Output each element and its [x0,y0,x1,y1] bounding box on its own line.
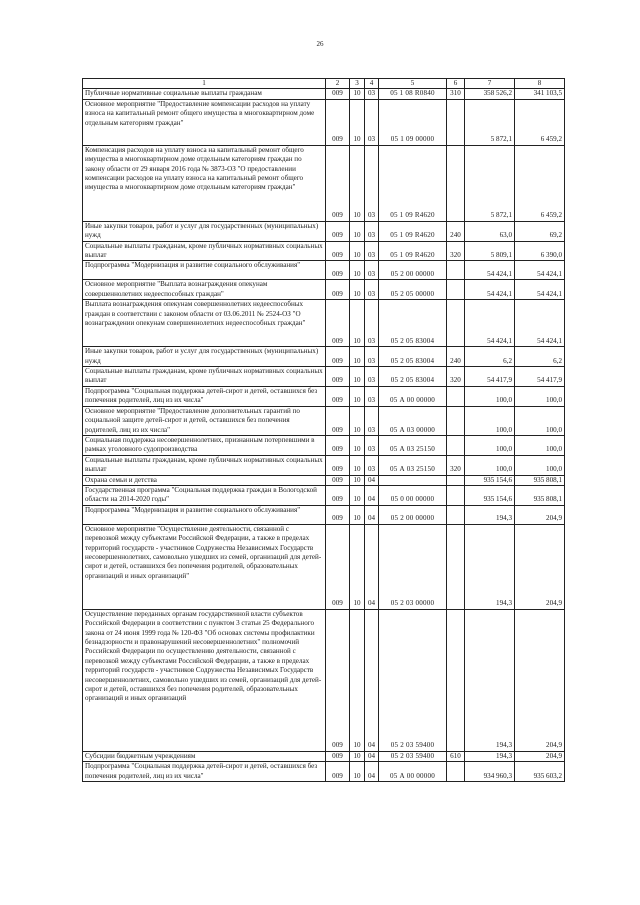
subsection-cell: 04 [365,485,379,505]
subsection-cell: 03 [365,145,379,221]
subsection-cell: 04 [365,505,379,524]
admin-code-cell: 009 [326,406,350,435]
amount-year1-cell: 100,0 [465,455,515,475]
admin-code-cell: 009 [326,99,350,145]
table-row [83,762,565,782]
amount-year2-cell: 100,0 [515,455,565,475]
amount-year1-cell: 935 154,6 [465,485,515,505]
amount-year1-cell: 934 960,3 [465,762,515,782]
expense-type-cell: 310 [447,89,465,99]
amount-year2-cell: 100,0 [515,386,565,406]
amount-year2-cell: 6 390,0 [515,241,565,261]
admin-code-cell: 009 [326,300,350,347]
amount-year2-cell: 935 808,1 [515,475,565,485]
admin-code-cell: 009 [326,609,350,751]
header-cell: 7 [465,79,515,89]
section-cell: 10 [350,367,365,387]
subsection-cell: 03 [365,221,379,241]
target-article-cell: 05 1 09 R4620 [379,221,447,241]
admin-code-cell: 009 [326,485,350,505]
expense-type-cell [447,485,465,505]
amount-year2-cell: 935 603,2 [515,762,565,782]
admin-code-cell: 009 [326,505,350,524]
expense-type-cell [447,435,465,455]
table-row [83,475,565,485]
expense-type-cell [447,99,465,145]
amount-year2-cell: 204,9 [515,505,565,524]
section-cell: 10 [350,99,365,145]
header-cell: 6 [447,79,465,89]
amount-year2-cell: 6 459,2 [515,99,565,145]
target-article-cell: 05 2 03 00000 [379,524,447,609]
amount-year2-cell: 341 103,5 [515,89,565,99]
expense-type-cell: 240 [447,347,465,367]
expense-type-cell [447,280,465,300]
table-row [83,505,565,524]
section-cell: 10 [350,762,365,782]
admin-code-cell: 009 [326,524,350,609]
table-row [83,99,565,145]
target-article-cell: 05 А 03 25150 [379,455,447,475]
subsection-cell: 04 [365,751,379,761]
section-cell: 10 [350,485,365,505]
row-name-cell: Иные закупки товаров, работ и услуг для государственных (муниципальных) нужд [83,347,326,367]
amount-year1-cell: 5 809,1 [465,241,515,261]
expense-type-cell [447,261,465,280]
subsection-cell: 03 [365,435,379,455]
row-name-cell: Государственная программа "Социальная поддержка граждан в Вологодской области на 2014-2020 годы" [83,485,326,505]
admin-code-cell: 009 [326,435,350,455]
target-article-cell: 05 2 05 83004 [379,347,447,367]
amount-year2-cell: 100,0 [515,435,565,455]
amount-year2-cell: 6,2 [515,347,565,367]
target-article-cell: 05 2 00 00000 [379,505,447,524]
target-article-cell: 05 2 00 00000 [379,261,447,280]
section-cell: 10 [350,435,365,455]
section-cell: 10 [350,609,365,751]
table-row [83,241,565,261]
subsection-cell: 03 [365,280,379,300]
subsection-cell: 04 [365,762,379,782]
amount-year2-cell: 54 417,9 [515,367,565,387]
expense-type-cell: 320 [447,455,465,475]
subsection-cell: 04 [365,524,379,609]
row-name-cell: Социальные выплаты гражданам, кроме публичных нормативных социальных выплат [83,367,326,387]
amount-year1-cell: 194,3 [465,609,515,751]
amount-year1-cell: 194,3 [465,751,515,761]
row-name-cell: Социальные выплаты гражданам, кроме публичных нормативных социальных выплат [83,241,326,261]
expense-type-cell: 320 [447,367,465,387]
admin-code-cell: 009 [326,261,350,280]
row-name-cell: Основное мероприятие "Осуществление деятельности, связанной с перевозкой между субъектами Российской Федерации, а также в пределах территорий государств - участников Содружества Независимых Государств несовершеннолетних, самовольно ушедших из семей, организаций для детей-сирот и детей, оставшихся без попечения родителей, образовательных организаций и иных организаций" [83,524,326,609]
section-cell: 10 [350,406,365,435]
admin-code-cell: 009 [326,367,350,387]
target-article-cell: 05 А 00 00000 [379,386,447,406]
target-article-cell [379,475,447,485]
admin-code-cell: 009 [326,280,350,300]
amount-year1-cell: 100,0 [465,435,515,455]
table-row [83,524,565,609]
row-name-cell: Осуществление переданных органам государственной власти субъектов Российской Федерации в соответствии с пунктом 3 статьи 25 Федерального закона от 24 июня 1999 года № 120-ФЗ "Об основах системы профилактики безнадзорности и правонарушений несовершеннолетних" полномочий Российской Федерации по осуществлению деятельности, связанной с перевозкой между субъектами Российской Федерации, а также в пределах территорий государств - участников Содружества Независимых Государств несовершеннолетних, самовольно ушедших из семей, организаций для детей-сирот и детей, оставшихся без попечения родителей, образовательных организаций и иных организаций [83,609,326,751]
target-article-cell: 05 1 09 R4620 [379,241,447,261]
row-name-cell: Основное мероприятие "Предоставление дополнительных гарантий по социальной защите детей-сирот и детей, оставшихся без попечения родителей, лиц из их числа" [83,406,326,435]
target-article-cell: 05 1 09 00000 [379,99,447,145]
header-cell: 1 [83,79,326,89]
table-row [83,280,565,300]
section-cell: 10 [350,475,365,485]
amount-year1-cell: 5 872,1 [465,99,515,145]
amount-year1-cell: 63,0 [465,221,515,241]
admin-code-cell: 009 [326,241,350,261]
table-row [83,145,565,221]
amount-year2-cell: 935 808,1 [515,485,565,505]
table-row [83,455,565,475]
section-cell: 10 [350,241,365,261]
subsection-cell: 03 [365,347,379,367]
expense-type-cell [447,406,465,435]
table-row [83,751,565,761]
amount-year1-cell: 935 154,6 [465,475,515,485]
amount-year2-cell: 54 424,1 [515,261,565,280]
table-row [83,89,565,99]
section-cell: 10 [350,261,365,280]
subsection-cell: 03 [365,241,379,261]
section-cell: 10 [350,89,365,99]
section-cell: 10 [350,751,365,761]
expense-type-cell: 240 [447,221,465,241]
admin-code-cell: 009 [326,455,350,475]
admin-code-cell: 009 [326,145,350,221]
page-number: 26 [316,40,324,48]
amount-year2-cell: 204,9 [515,751,565,761]
subsection-cell: 04 [365,475,379,485]
row-name-cell: Субсидии бюджетным учреждениям [83,751,326,761]
subsection-cell: 03 [365,406,379,435]
expense-type-cell [447,609,465,751]
table-row [83,406,565,435]
row-name-cell: Компенсация расходов на уплату взноса на капитальный ремонт общего имущества в многоквартирном доме отдельным категориям граждан по закону области от 29 января 2016 года № 3873-ОЗ "О предоставлении компенсации расходов на уплату взноса на капитальный ремонт общего имущества в многоквартирном доме отдельным категориям граждан" [83,145,326,221]
target-article-cell: 05 А 00 00000 [379,762,447,782]
subsection-cell: 03 [365,367,379,387]
header-cell: 2 [326,79,350,89]
amount-year1-cell: 54 424,1 [465,300,515,347]
target-article-cell: 05 2 05 00000 [379,280,447,300]
expense-type-cell [447,475,465,485]
section-cell: 10 [350,280,365,300]
subsection-cell: 03 [365,99,379,145]
amount-year1-cell: 54 424,1 [465,280,515,300]
header-cell: 8 [515,79,565,89]
header-row [83,79,565,89]
amount-year2-cell: 54 424,1 [515,280,565,300]
target-article-cell: 05 2 05 83004 [379,367,447,387]
subsection-cell: 03 [365,300,379,347]
target-article-cell: 05 А 03 25150 [379,435,447,455]
expense-type-cell [447,386,465,406]
header-cell: 4 [365,79,379,89]
row-name-cell: Иные закупки товаров, работ и услуг для государственных (муниципальных) нужд [83,221,326,241]
header-cell: 5 [379,79,447,89]
section-cell: 10 [350,455,365,475]
row-name-cell: Основное мероприятие "Предоставление компенсации расходов на уплату взноса на капитальный ремонт общего имущества в многоквартирном доме отдельным категориям граждан" [83,99,326,145]
admin-code-cell: 009 [326,751,350,761]
table-row [83,367,565,387]
admin-code-cell: 009 [326,386,350,406]
section-cell: 10 [350,221,365,241]
section-cell: 10 [350,505,365,524]
amount-year1-cell: 6,2 [465,347,515,367]
admin-code-cell: 009 [326,221,350,241]
amount-year1-cell: 54 424,1 [465,261,515,280]
target-article-cell: 05 2 05 83004 [379,300,447,347]
expense-type-cell: 320 [447,241,465,261]
section-cell: 10 [350,386,365,406]
expense-type-cell [447,524,465,609]
amount-year1-cell: 54 417,9 [465,367,515,387]
expense-type-cell: 610 [447,751,465,761]
expense-type-cell [447,145,465,221]
amount-year2-cell: 69,2 [515,221,565,241]
row-name-cell: Подпрограмма "Социальная поддержка детей-сирот и детей, оставшихся без попечения родителей, лиц из их числа" [83,386,326,406]
amount-year1-cell: 100,0 [465,386,515,406]
table-row [83,300,565,347]
target-article-cell: 05 А 03 00000 [379,406,447,435]
admin-code-cell: 009 [326,347,350,367]
amount-year2-cell: 204,9 [515,524,565,609]
amount-year2-cell: 204,9 [515,609,565,751]
target-article-cell: 05 1 09 R4620 [379,145,447,221]
admin-code-cell: 009 [326,89,350,99]
amount-year1-cell: 100,0 [465,406,515,435]
target-article-cell: 05 1 08 R0840 [379,89,447,99]
table-row [83,221,565,241]
row-name-cell: Социальная поддержка несовершеннолетних, признанным потерпевшими в рамках уголовного судопроизводства [83,435,326,455]
expense-type-cell [447,300,465,347]
table-row [83,485,565,505]
table-row [83,435,565,455]
subsection-cell: 03 [365,89,379,99]
header-cell: 3 [350,79,365,89]
row-name-cell: Подпрограмма "Модернизация и развитие социального обслуживания" [83,505,326,524]
row-name-cell: Подпрограмма "Модернизация и развитие социального обслуживания" [83,261,326,280]
amount-year1-cell: 194,3 [465,524,515,609]
table-row [83,347,565,367]
row-name-cell: Подпрограмма "Социальная поддержка детей-сирот и детей, оставшихся без попечения родителей, лиц из их числа" [83,762,326,782]
admin-code-cell: 009 [326,762,350,782]
expense-type-cell [447,505,465,524]
budget-table [82,78,565,782]
row-name-cell: Основное мероприятие "Выплата вознаграждения опекунам совершеннолетних недееспособных граждан" [83,280,326,300]
section-cell: 10 [350,347,365,367]
section-cell: 10 [350,300,365,347]
subsection-cell: 04 [365,609,379,751]
amount-year1-cell: 5 872,1 [465,145,515,221]
row-name-cell: Охрана семьи и детства [83,475,326,485]
target-article-cell: 05 2 03 59400 [379,751,447,761]
amount-year2-cell: 6 459,2 [515,145,565,221]
admin-code-cell: 009 [326,475,350,485]
subsection-cell: 03 [365,261,379,280]
amount-year1-cell: 194,3 [465,505,515,524]
table-row [83,261,565,280]
table-row [83,386,565,406]
amount-year2-cell: 54 424,1 [515,300,565,347]
row-name-cell: Социальные выплаты гражданам, кроме публичных нормативных социальных выплат [83,455,326,475]
section-cell: 10 [350,524,365,609]
target-article-cell: 05 2 03 59400 [379,609,447,751]
row-name-cell: Публичные нормативные социальные выплаты гражданам [83,89,326,99]
target-article-cell: 05 0 00 00000 [379,485,447,505]
section-cell: 10 [350,145,365,221]
amount-year2-cell: 100,0 [515,406,565,435]
subsection-cell: 03 [365,386,379,406]
table-row [83,609,565,751]
expense-type-cell [447,762,465,782]
subsection-cell: 03 [365,455,379,475]
amount-year1-cell: 358 526,2 [465,89,515,99]
row-name-cell: Выплата вознаграждения опекунам совершеннолетних недееспособных граждан в соответствии с законом области от 03.06.2011 № 2524-ОЗ "О вознаграждении опекунам совершеннолетних недееспособных граждан" [83,300,326,347]
